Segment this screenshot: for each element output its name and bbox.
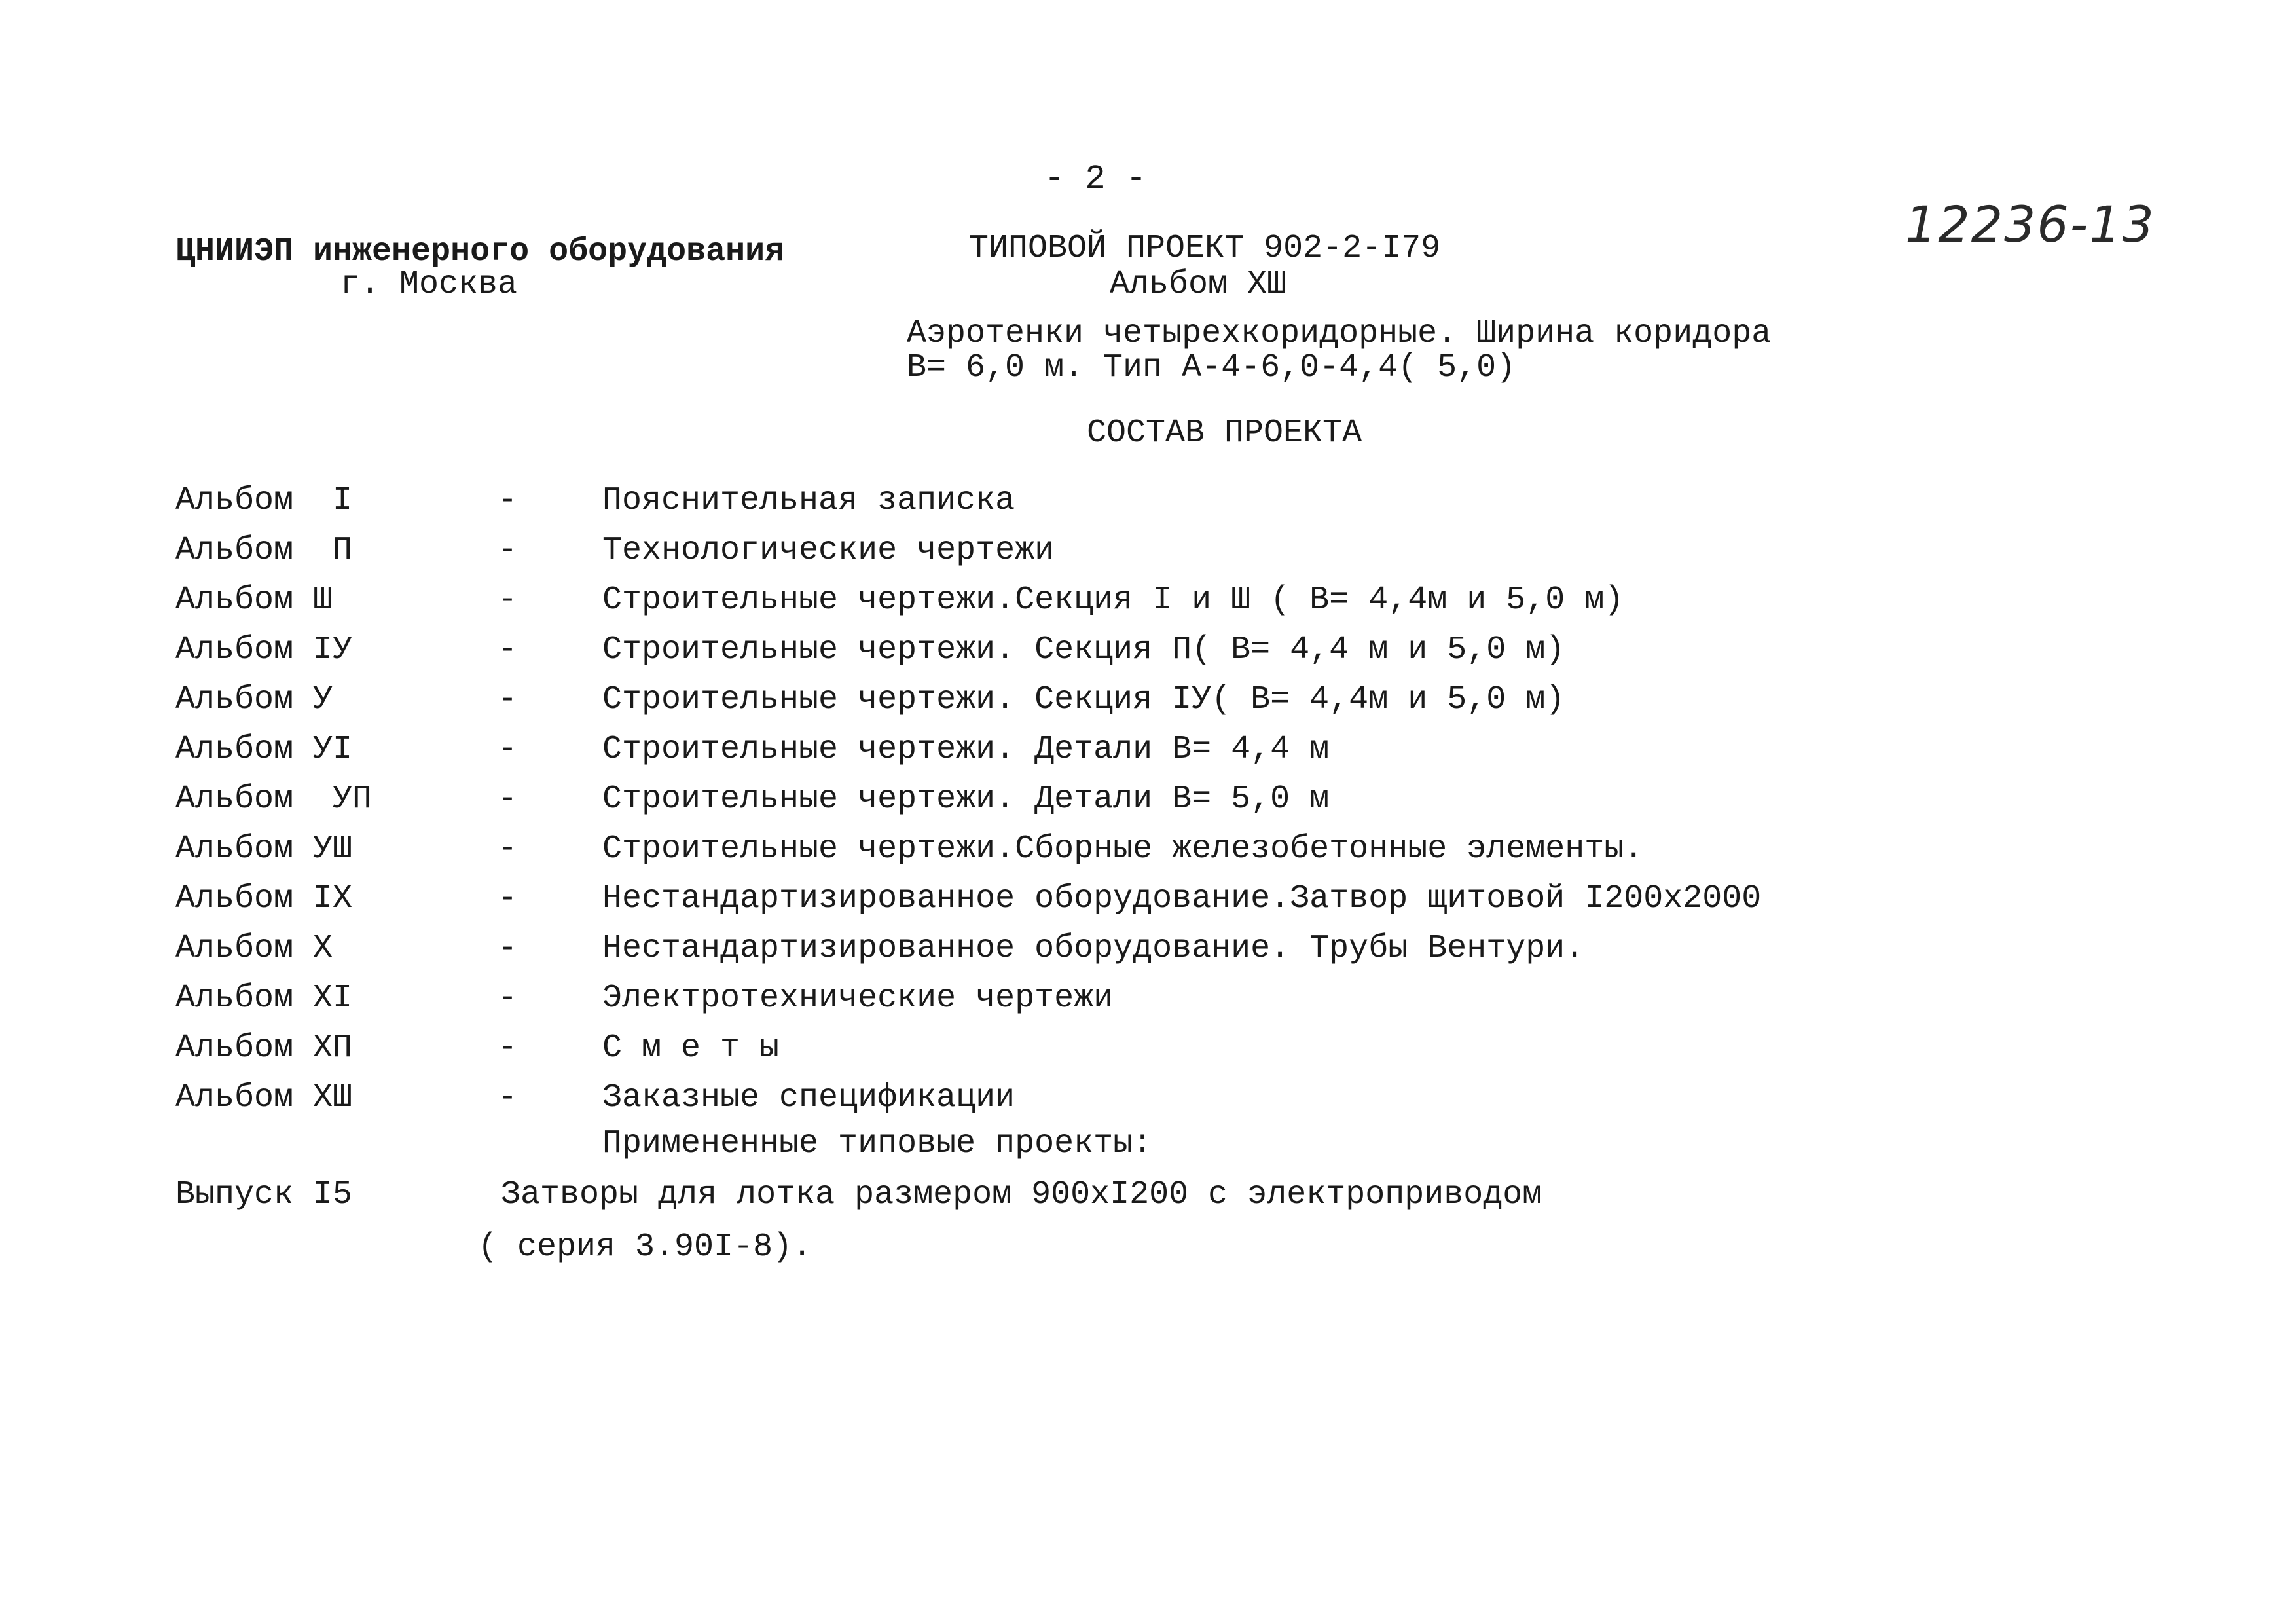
album-dash: - <box>498 880 518 917</box>
release-label: Выпуск I5 <box>175 1176 353 1213</box>
archive-number: 12236-13 <box>1905 195 2155 253</box>
album-title: Технологические чертежи <box>602 532 1055 569</box>
album-title: Строительные чертежи.Секция I и Ш ( В= 4,4м и 5,0 м) <box>602 581 1624 619</box>
album-label: Альбом У <box>175 681 333 718</box>
project-description-line-2: В= 6,0 м. Тип А-4-6,0-4,4( 5,0) <box>907 349 1516 386</box>
album-label: Альбом X <box>175 930 333 967</box>
organization-name: ЦНИИЭП инженерного оборудования <box>175 233 785 270</box>
album-title: С м е т ы <box>602 1029 780 1067</box>
project-album: Альбом XШ <box>1110 266 1287 303</box>
album-dash: - <box>498 731 518 768</box>
page-number: - 2 - <box>1044 160 1147 198</box>
album-title: Заказные спецификации <box>602 1079 1015 1116</box>
album-dash: - <box>498 830 518 868</box>
album-label: Альбом XI <box>175 980 353 1017</box>
album-label: Альбом IX <box>175 880 353 917</box>
album-label: Альбом XП <box>175 1029 353 1067</box>
album-title: Строительные чертежи. Детали В= 4,4 м <box>602 731 1330 768</box>
album-dash: - <box>498 532 518 569</box>
album-title: Строительные чертежи. Детали В= 5,0 м <box>602 781 1330 818</box>
album-dash: - <box>498 781 518 818</box>
album-title: Строительные чертежи. Секция IУ( В= 4,4м и 5,0 м) <box>602 681 1565 718</box>
album-dash: - <box>498 1079 518 1116</box>
album-label: Альбом УI <box>175 731 353 768</box>
album-label: Альбом XШ <box>175 1079 353 1116</box>
organization-city: г. Москва <box>340 266 518 303</box>
album-title: Нестандартизированное оборудование.Затвор щитовой I200х2000 <box>602 880 1762 917</box>
album-label: Альбом УШ <box>175 830 353 868</box>
album-title: Пояснительная записка <box>602 482 1015 519</box>
album-title: Электротехнические чертежи <box>602 980 1114 1017</box>
release-text-line-1: Затворы для лотка размером 900хI200 с электроприводом <box>501 1176 1542 1213</box>
album-dash: - <box>498 1029 518 1067</box>
album-label: Альбом П <box>175 532 353 569</box>
section-title: СОСТАВ ПРОЕКТА <box>1087 415 1362 452</box>
album-dash: - <box>498 980 518 1017</box>
album-dash: - <box>498 631 518 669</box>
album-dash: - <box>498 482 518 519</box>
project-description-line-1: Аэротенки четырехкоридорные. Ширина коридора <box>907 315 1772 352</box>
album-label: Альбом Ш <box>175 581 333 619</box>
album-dash: - <box>498 581 518 619</box>
album-label: Альбом I <box>175 482 353 519</box>
album-dash: - <box>498 930 518 967</box>
project-title: ТИПОВОЙ ПРОЕКТ 902-2-I79 <box>969 230 1441 267</box>
album-title: Строительные чертежи. Секция П( В= 4,4 м и 5,0 м) <box>602 631 1565 669</box>
album-label: Альбом УП <box>175 781 373 818</box>
album-title: Нестандартизированное оборудование. Трубы Вентури. <box>602 930 1585 967</box>
release-text-line-2: ( серия 3.90I-8). <box>478 1228 812 1266</box>
album-label: Альбом IУ <box>175 631 353 669</box>
album-dash: - <box>498 681 518 718</box>
applied-projects-heading: Примененные типовые проекты: <box>602 1125 1153 1162</box>
album-title: Строительные чертежи.Сборные железобетонные элементы. <box>602 830 1644 868</box>
